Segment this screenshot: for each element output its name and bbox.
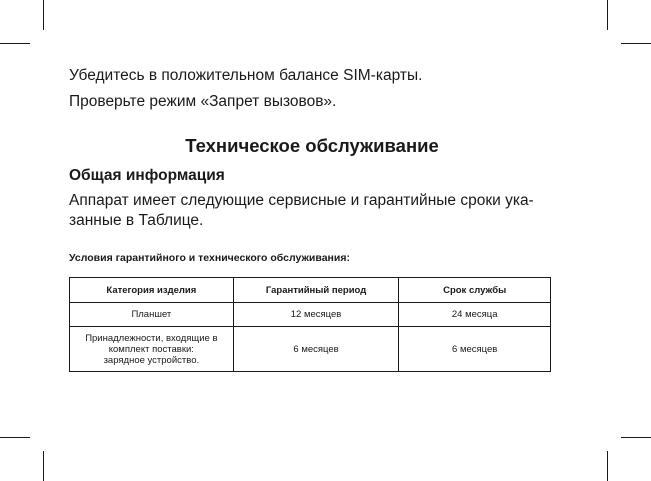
body-line-call-barring: Проверьте режим «Запрет вызовов». (69, 93, 337, 110)
cell-category: Планшет (70, 303, 234, 327)
crop-mark-bottom-right-h (621, 437, 651, 438)
crop-mark-top-left (43, 0, 44, 30)
cell-category-line: комплект поставки: (108, 343, 194, 355)
paragraph-line: занные в Таблице. (69, 212, 204, 229)
crop-mark-bottom-right (607, 451, 608, 481)
table-header-row (70, 278, 551, 303)
header-lifetime: Срок службы (399, 278, 551, 303)
cell-category-line: Принадлежности, входящие в (85, 332, 218, 344)
cell-warranty: 6 месяцев (233, 327, 399, 372)
general-info-paragraph (69, 191, 555, 231)
cell-lifetime: 24 месяца (399, 303, 551, 327)
paragraph-line: Аппарат имеет следующие сервисные и гарантийные сроки ука- (69, 192, 534, 209)
subheading: Общая информация (69, 167, 225, 184)
crop-mark-top-left-h (0, 43, 30, 44)
crop-mark-top-right (607, 0, 608, 30)
header-warranty: Гарантийный период (233, 278, 399, 303)
warranty-table (69, 277, 551, 372)
cell-warranty: 12 месяцев (233, 303, 399, 327)
cell-category (70, 327, 234, 372)
crop-mark-bottom-left (43, 451, 44, 481)
body-line-sim-balance: Убедитесь в положительном балансе SIM-карты. (69, 67, 423, 84)
section-heading: Техническое обслуживание (185, 135, 439, 156)
cell-lifetime: 6 месяцев (399, 327, 551, 372)
table-row (70, 327, 551, 372)
crop-mark-bottom-left-h (0, 437, 30, 438)
cell-category-line: зарядное устройство. (103, 354, 200, 366)
table-caption: Условия гарантийного и технического обслуживания: (69, 252, 350, 264)
crop-mark-top-right-h (621, 43, 651, 44)
table-row (70, 303, 551, 327)
header-category: Категория изделия (70, 278, 234, 303)
